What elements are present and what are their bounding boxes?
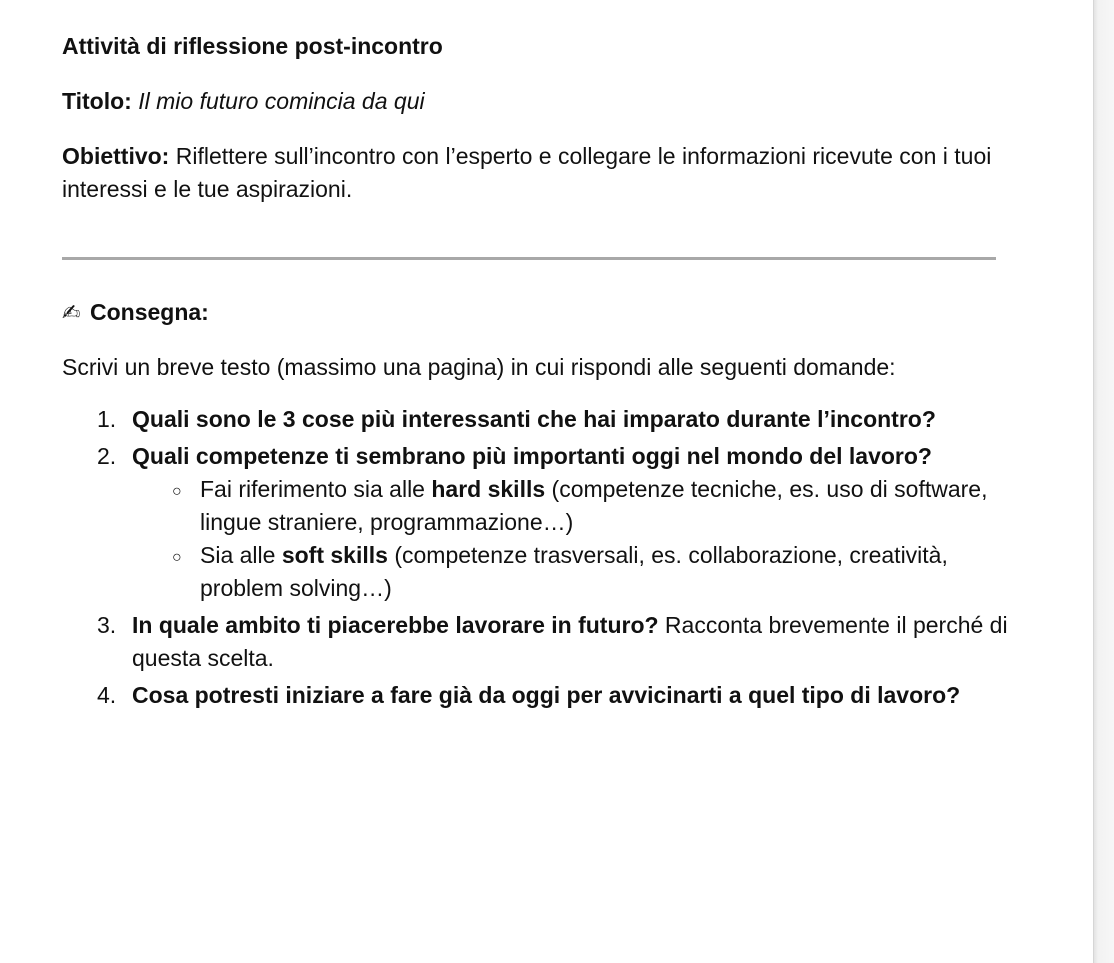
objective-label: Obiettivo: bbox=[62, 143, 170, 169]
objective-text: Riflettere sull’incontro con l’esperto e collegare le informazioni ricevute con i tuoi interessi e le tue aspirazioni. bbox=[62, 143, 992, 202]
question-number: 2. bbox=[97, 443, 117, 469]
question-number: 3. bbox=[97, 612, 117, 638]
question-item bbox=[62, 440, 1012, 605]
consegna-label: Consegna: bbox=[90, 299, 209, 325]
question-text: In quale ambito ti piacerebbe lavorare in futuro? bbox=[132, 612, 659, 638]
question-text: Cosa potresti iniziare a fare già da oggi per avvicinarti a quel tipo di lavoro? bbox=[132, 682, 961, 708]
objective-paragraph bbox=[62, 140, 1002, 206]
scrollbar-track[interactable] bbox=[1093, 0, 1114, 963]
title-value: Il mio futuro comincia da qui bbox=[138, 88, 425, 114]
sub-list bbox=[132, 473, 1012, 605]
writing-hand-icon: ✍ bbox=[62, 299, 81, 325]
question-text: Quali sono le 3 cose più interessanti che hai imparato durante l’incontro? bbox=[132, 406, 936, 432]
circle-bullet-icon: ○ bbox=[172, 549, 182, 566]
sub-item bbox=[132, 539, 990, 605]
question-number: 1. bbox=[97, 406, 117, 432]
intro-paragraph: Scrivi un breve testo (massimo una pagina) in cui rispondi alle seguenti domande: bbox=[62, 354, 896, 380]
consegna-heading bbox=[62, 296, 994, 329]
sub-item-bold: hard skills bbox=[431, 476, 546, 502]
sub-item bbox=[132, 473, 990, 539]
question-rest: Racconta brevemente il perché di questa scelta. bbox=[132, 612, 1008, 671]
title-label: Titolo: bbox=[62, 88, 132, 114]
title-line bbox=[62, 85, 994, 118]
sub-item-pre: Sia alle bbox=[200, 542, 282, 568]
sub-item-post: (competenze trasversali, es. collaborazione, creatività, problem solving…) bbox=[200, 542, 948, 601]
question-item bbox=[62, 679, 1012, 712]
sub-item-post: (competenze tecniche, es. uso di software, lingue straniere, programmazione…) bbox=[200, 476, 988, 535]
questions-list bbox=[62, 403, 1008, 712]
horizontal-divider bbox=[62, 257, 996, 260]
sub-item-bold: soft skills bbox=[281, 542, 388, 568]
question-item bbox=[62, 609, 1012, 675]
question-item bbox=[62, 403, 1012, 436]
circle-bullet-icon: ○ bbox=[172, 483, 182, 500]
question-text: Quali competenze ti sembrano più importanti oggi nel mondo del lavoro? bbox=[132, 443, 932, 469]
question-number: 4. bbox=[97, 682, 117, 708]
document-heading: Attività di riflessione post-incontro bbox=[62, 33, 443, 59]
sub-item-pre: Fai riferimento sia alle bbox=[200, 476, 432, 502]
